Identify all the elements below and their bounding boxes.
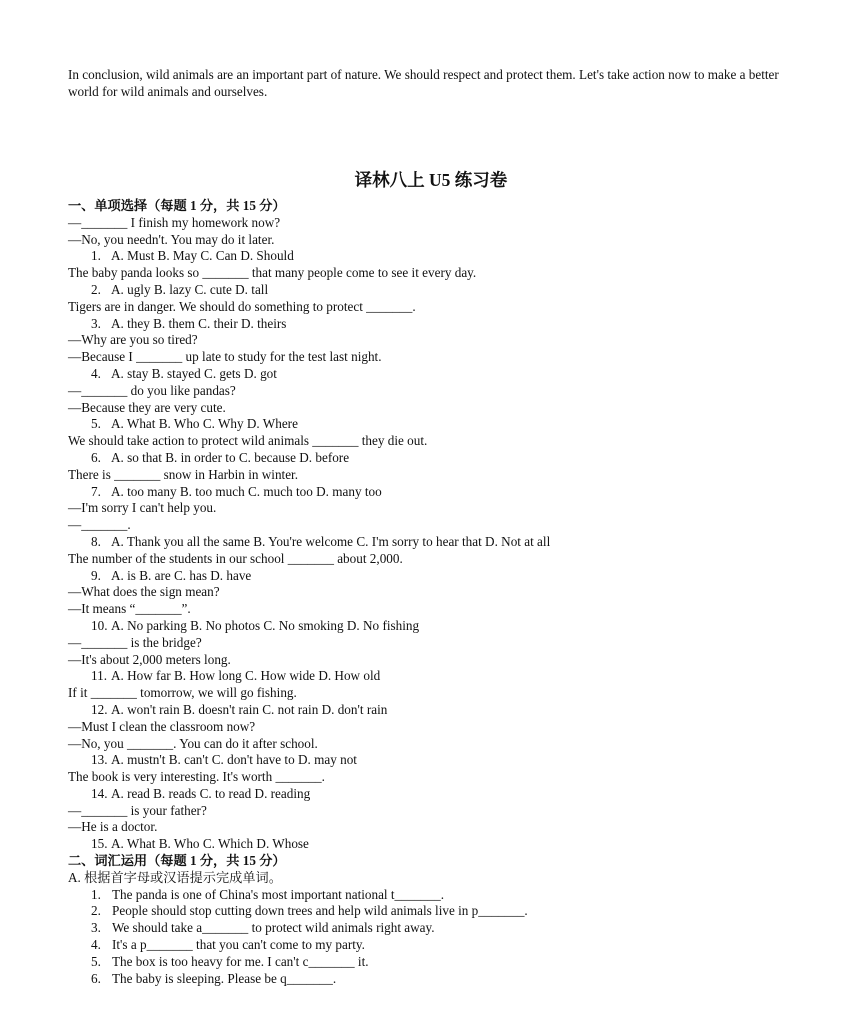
question-number: 3. <box>91 315 101 331</box>
question-number: 2. <box>91 281 101 297</box>
vocab-text: People should stop cutting down trees and help wild animals live in p_______. <box>112 903 528 919</box>
page-title: 译林八上 U5 练习卷 <box>354 170 508 190</box>
options-text: A. so that B. in order to C. because D. before <box>111 449 350 465</box>
question-item <box>68 769 788 803</box>
question-number: 8. <box>91 533 101 549</box>
question-stem: —No, you needn't. You may do it later. <box>68 231 275 247</box>
options-text: A. read B. reads C. to read D. reading <box>111 785 311 801</box>
section-vocabulary <box>68 853 788 987</box>
question-item <box>68 719 788 769</box>
question-options <box>68 484 788 501</box>
question-options <box>68 752 788 769</box>
vocab-number: 2. <box>91 903 101 919</box>
question-item <box>68 433 788 467</box>
question-item <box>68 685 788 719</box>
question-stem: —Why are you so tired? <box>68 332 198 348</box>
question-options <box>68 618 788 635</box>
question-number: 9. <box>91 567 101 583</box>
options-text: A. No parking B. No photos C. No smoking D. No fishing <box>111 617 420 633</box>
question-stem: —I'm sorry I can't help you. <box>68 500 217 516</box>
vocab-text: The baby is sleeping. Please be q_______. <box>112 970 337 986</box>
section-heading: 一、单项选择（每题 1 分，共 15 分） <box>68 198 286 213</box>
section-heading: 二、词汇运用（每题 1 分，共 15 分） <box>68 853 286 869</box>
question-stem: —_______. <box>68 517 131 533</box>
vocab-item <box>68 887 788 904</box>
options-text: A. ugly B. lazy C. cute D. tall <box>111 281 269 297</box>
question-options <box>68 568 788 585</box>
question-options <box>68 786 788 803</box>
worksheet-page <box>68 66 788 987</box>
vocab-item <box>68 971 788 988</box>
question-item <box>68 500 788 550</box>
options-text: A. Thank you all the same B. You're welcome C. I'm sorry to hear that D. Not at all <box>111 533 551 549</box>
vocab-item <box>68 937 788 954</box>
question-item <box>68 215 788 265</box>
intro-paragraph: In conclusion, wild animals are an important part of nature. We should respect and protect them. Let's take action now to make a better world for wild animals and ourselves. <box>68 67 779 99</box>
question-item <box>68 551 788 585</box>
question-options <box>68 668 788 685</box>
question-stem: —What does the sign mean? <box>68 584 220 600</box>
question-item <box>68 332 788 382</box>
question-item <box>68 265 788 299</box>
question-stem: —No, you _______. You can do it after school. <box>68 735 318 751</box>
vocab-text: The box is too heavy for me. I can't c_______ it. <box>112 953 369 969</box>
options-text: A. Must B. May C. Can D. Should <box>111 248 294 264</box>
question-stem: —He is a doctor. <box>68 819 158 835</box>
question-stem: —_______ I finish my homework now? <box>68 214 281 230</box>
question-number: 4. <box>91 365 101 381</box>
options-text: A. is B. are C. has D. have <box>111 567 252 583</box>
question-stem: —It means “_______”. <box>68 601 191 617</box>
vocab-number: 5. <box>91 953 101 969</box>
vocab-number: 3. <box>91 920 101 936</box>
options-text: A. stay B. stayed C. gets D. got <box>111 365 277 381</box>
vocab-number: 1. <box>91 886 101 902</box>
question-number: 7. <box>91 483 101 499</box>
question-stem: —Must I clean the classroom now? <box>68 718 256 734</box>
question-number: 15. <box>91 836 108 852</box>
question-item <box>68 803 788 853</box>
question-stem: —_______ is your father? <box>68 802 207 818</box>
question-stem: We should take action to protect wild animals _______ they die out. <box>68 433 428 449</box>
question-number: 11. <box>91 668 107 684</box>
question-stem: Tigers are in danger. We should do something to protect _______. <box>68 298 416 314</box>
question-options <box>68 702 788 719</box>
question-stem: —_______ is the bridge? <box>68 634 202 650</box>
question-stem: —_______ do you like pandas? <box>68 382 236 398</box>
options-text: A. What B. Who C. Why D. Where <box>111 416 298 432</box>
question-options <box>68 836 788 853</box>
question-options <box>68 416 788 433</box>
options-text: A. What B. Who C. Which D. Whose <box>111 836 309 852</box>
options-text: A. mustn't B. can't C. don't have to D. may not <box>111 752 357 768</box>
question-stem: The book is very interesting. It's worth _______. <box>68 769 325 785</box>
question-item <box>68 299 788 333</box>
options-text: A. they B. them C. their D. theirs <box>111 315 287 331</box>
question-stem: The baby panda looks so _______ that many people come to see it every day. <box>68 265 477 281</box>
vocab-item <box>68 903 788 920</box>
question-stem: —It's about 2,000 meters long. <box>68 651 231 667</box>
question-number: 1. <box>91 248 101 264</box>
vocab-item <box>68 920 788 937</box>
question-number: 12. <box>91 701 108 717</box>
sub-heading: A. 根据首字母或汉语提示完成单词。 <box>68 869 282 885</box>
question-options <box>68 316 788 333</box>
options-text: A. too many B. too much C. much too D. many too <box>111 483 382 499</box>
question-number: 10. <box>91 617 108 633</box>
question-number: 5. <box>91 416 101 432</box>
question-options <box>68 534 788 551</box>
question-options <box>68 282 788 299</box>
options-text: A. won't rain B. doesn't rain C. not rain D. don't rain <box>111 701 388 717</box>
question-options <box>68 248 788 265</box>
question-stem: If it _______ tomorrow, we will go fishing. <box>68 685 297 701</box>
question-item <box>68 383 788 433</box>
question-item <box>68 467 788 501</box>
question-number: 14. <box>91 785 108 801</box>
vocab-number: 6. <box>91 970 101 986</box>
question-item <box>68 584 788 634</box>
question-stem: —Because I _______ up late to study for the test last night. <box>68 349 382 365</box>
question-options <box>68 366 788 383</box>
question-number: 6. <box>91 449 101 465</box>
vocab-number: 4. <box>91 937 101 953</box>
vocab-list <box>68 887 788 988</box>
question-list <box>68 215 788 853</box>
question-item <box>68 635 788 685</box>
question-stem: The number of the students in our school _______ about 2,000. <box>68 550 403 566</box>
question-stem: There is _______ snow in Harbin in winter. <box>68 466 299 482</box>
vocab-item <box>68 954 788 971</box>
vocab-text: We should take a_______ to protect wild animals right away. <box>112 920 435 936</box>
vocab-text: The panda is one of China's most important national t_______. <box>112 886 445 902</box>
question-options <box>68 450 788 467</box>
vocab-text: It's a p_______ that you can't come to my party. <box>112 937 365 953</box>
section-multiple-choice <box>68 198 788 853</box>
question-stem: —Because they are very cute. <box>68 399 226 415</box>
question-number: 13. <box>91 752 108 768</box>
options-text: A. How far B. How long C. How wide D. How old <box>111 668 381 684</box>
